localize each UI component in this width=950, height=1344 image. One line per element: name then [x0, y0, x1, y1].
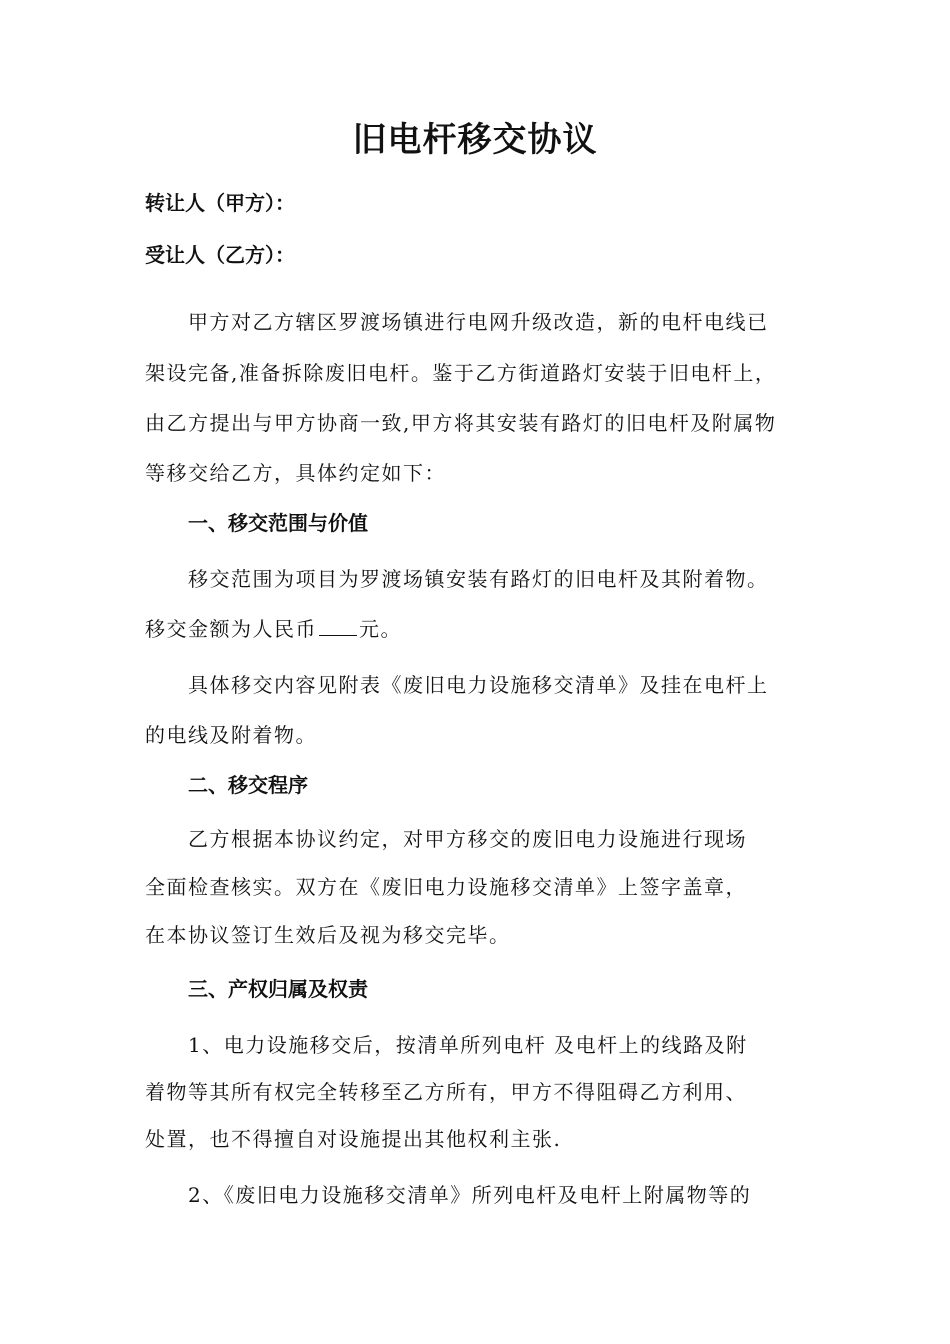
section-heading: 二、移交程序 — [188, 773, 308, 797]
transferor-label: 转让人（甲方）： — [145, 191, 295, 215]
section-text-line: 的电线及附着物。 — [145, 723, 317, 747]
intro-line: 架设完备,准备拆除废旧电杆。鉴于乙方街道路灯安装于旧电杆上， — [145, 361, 777, 385]
section-text-line: 全面检查核实。双方在《废旧电力设施移交清单》上签字盖章， — [145, 875, 747, 899]
section-text-line: 着物等其所有权完全转移至乙方所有，甲方不得阻碍乙方利用、 — [145, 1080, 747, 1104]
intro-line: 等移交给乙方，具体约定如下： — [145, 461, 446, 485]
section-text-line: 1、电力设施移交后，按清单所列电杆 及电杆上的线路及附 — [188, 1033, 748, 1057]
amount-blank — [319, 617, 357, 636]
amount-line — [145, 614, 402, 644]
transferee-label: 受让人（乙方）： — [145, 243, 295, 267]
intro-line: 甲方对乙方辖区罗渡场镇进行电网升级改造，新的电杆电线已 — [188, 310, 769, 334]
section-text-line: 具体移交内容见附表《废旧电力设施移交清单》及挂在电杆上 — [188, 673, 769, 697]
section-text-line: 乙方根据本协议约定，对甲方移交的废旧电力设施进行现场 — [188, 827, 747, 851]
amount-suffix: 元。 — [359, 617, 402, 641]
section-heading: 三、产权归属及权责 — [188, 977, 368, 1001]
section-text-line: 在本协议签订生效后及视为移交完毕。 — [145, 923, 511, 947]
intro-line: 由乙方提出与甲方协商一致,甲方将其安装有路灯的旧电杆及附属物 — [145, 411, 777, 435]
section-heading: 一、移交范围与价值 — [188, 511, 368, 535]
document-title: 旧电杆移交协议 — [352, 120, 598, 160]
section-text-line: 移交范围为项目为罗渡场镇安装有路灯的旧电杆及其附着物。 — [188, 567, 769, 591]
amount-prefix: 移交金额为人民币 — [145, 617, 317, 641]
section-text-line: 处置，也不得擅自对设施提出其他权利主张. — [145, 1127, 562, 1151]
section-text-line: 2、《废旧电力设施移交清单》所列电杆及电杆上附属物等的 — [188, 1183, 752, 1207]
